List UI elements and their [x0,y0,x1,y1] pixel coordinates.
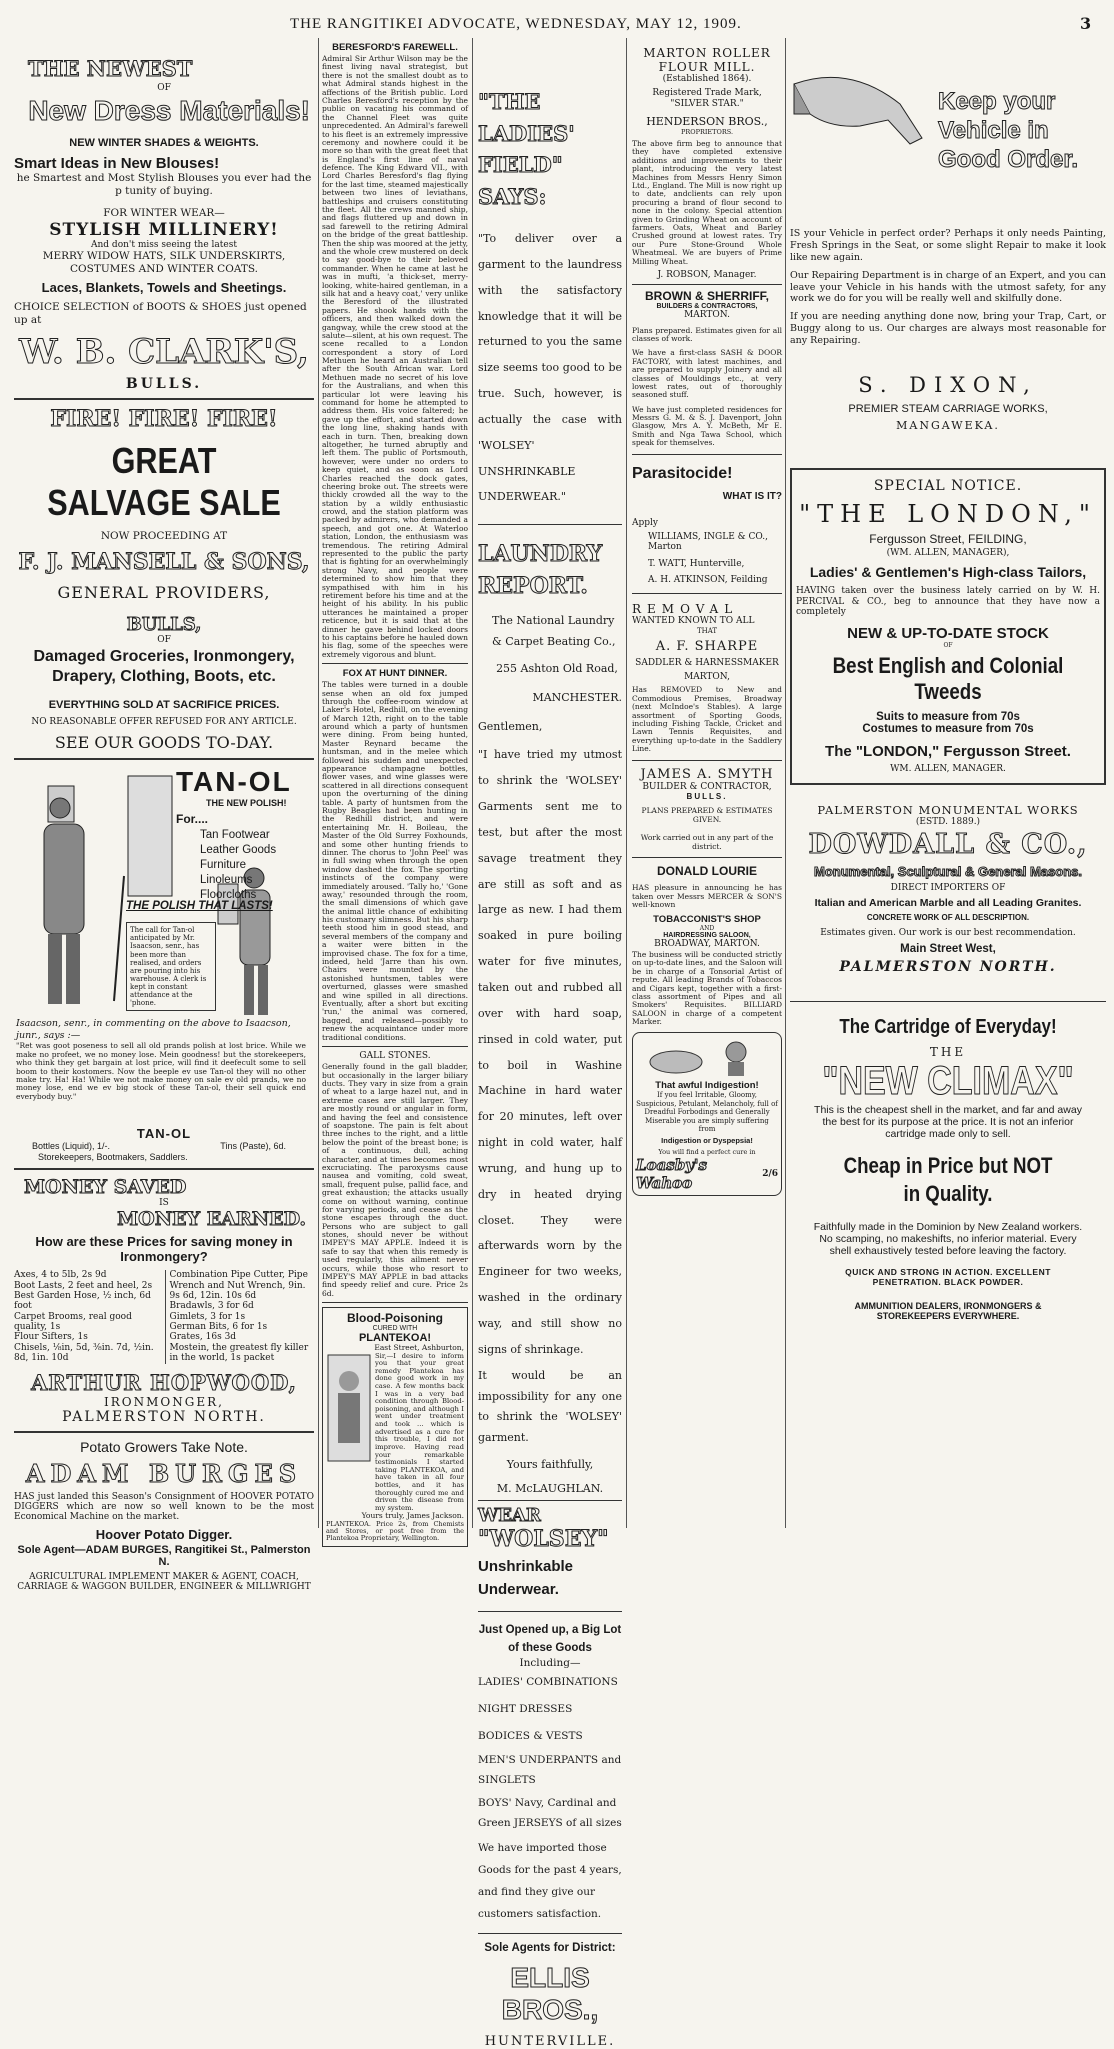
hopwood-name: ARTHUR HOPWOOD, [31,1369,297,1395]
wear-sole: Sole Agents for District: [484,1942,616,1955]
brown-text3: We have just completed residences for Messrs G. M. & S. J. Davenport, John Glasgow, Mrs A. Y. McBeth, Mr E. Smith and Nga Tawa School, which speak for themselves. [632,404,782,448]
clark-advert [14,56,314,392]
smyth-trade: BUILDER & CONTRACTOR, [642,781,772,792]
hopwood-earned: MONEY EARNED. [117,1208,306,1231]
dowdall-street: Main Street West, [900,942,996,955]
london-advert [790,468,1106,785]
mansell-everything: EVERYTHING SOLD AT SACRIFICE PRICES. [48,699,280,712]
dowdall-masons: Monumental, Sculptural & General Masons. [814,863,1082,879]
clark-town: BULLS. [125,375,203,392]
london-of: OF [943,642,953,650]
wear-item: BOYS' Navy, Cardinal and Green JERSEYS of all sizes [478,1797,622,1830]
clark-materials: New Dress Materials! [28,95,310,127]
lourie-body: The business will be conducted strictly on up-to-date lines, and the Saloon will be in charge of a Tonsorial Artist of repute. All leading Brands of Tobaccos and Cigars kept, together with a first-class assortment of Pipes and all Smokers' Requisites. BILLIARD SALOON in charge of a competent Marker. [632,949,782,1027]
wear-opened: Just Opened up, a Big Lot of these Goods [478,1624,622,1654]
price-item: Best Garden Hose, ½ inch, 6d foot [14,1291,151,1312]
burges-advert [14,1439,314,1593]
mill-prop: PROPRIETORS. [680,128,734,137]
divider [322,663,468,664]
dowdall-marble: Italian and American Marble and all Leading Granites. [814,897,1082,910]
mansell-goods: Damaged Groceries, Ironmongery, Drapery, Clothing, Boots, etc. [33,648,295,686]
lourie-name: DONALD LOURIE [657,864,757,879]
column-2 [322,38,468,1543]
mansell-bulls: BULLS, [126,613,202,635]
brown-trade: BUILDERS & CONTRACTORS, [656,303,758,311]
divider [322,1046,468,1047]
lourie-text: HAS pleasure in announcing he has taken over Messrs MERCER & SON'S well-known [632,883,782,910]
hopwood-right [165,1270,315,1363]
smyth-work: Work carried out in any part of the district. [640,833,774,851]
wear-including: Including— [519,1656,581,1669]
fox-text: The tables were turned in a double sense when an old fox jumped through the coffee-room window at Laker's Hotel, Redhill, on the evening of March 12th, right on to the table around which a party of huntsmen were dining. From being hunted, Master Reynard became the huntsman, and in the melee which followed his sudden and unexpected appearance champagne bottles, flower vases, and wine glasses were scattered in all directions consequent upon the overturning of the dining table. A party of huntsmen from the Rugby Beagles had been hunting in the Redhill district, and were entertaining Mr. H. Boileau, the Master of the Old Surrey Foxhounds, and some other hunting friends to dinner. The chorus to 'John Peel' was in full swing when through the open window dashed the fox. The sporting instincts of the company were immediately aroused. 'Tally ho,' 'Gone away,' resounded through the room, the small dimensions of which gave the animal little chance of exhibiting his customary slimness. But his sharp teeth stood him in good stead, and several members of the company and a waiter were bitten in the improvised chase. The fox for a time, indeed, held 'Jarre than his own. Chairs were mounted by the astonished huntsmen, tables were overturned, glasses were smashed and wine spilled in all directions. Eventually, after a short but exciting 'run,' the animal was cornered, bagged, and released—possibly to renew the acquaintance under more traditional conditions. [322,680,468,1042]
hopwood-prices [14,1270,314,1363]
burges-footer: AGRICULTURAL IMPLEMENT MAKER & AGENT, COACH, CARRIAGE & WAGGON BUILDER, ENGINEER & MILLWRIGHT [17,1571,311,1592]
lourie-street: BROADWAY, MARTON. [654,938,760,949]
tanol-brand-footer: TAN-OL [136,1126,192,1142]
wahoo-brand: Loasby's Wahoo [636,1156,707,1193]
dowdall-town: PALMERSTON NORTH. [839,958,1057,975]
london-name: "THE LONDON," [799,499,1097,528]
divider [632,454,782,455]
parasitocide-apply: Apply [632,517,658,528]
plantekoa-text: Sir,—I desire to inform you that your great remedy Plantekoa has done good work in my case. A few months back I was in a very bad condition through Blood-poisoning, and although I went under treatment and took ... which is advertised as a cure for this trouble, I did not improve. Having read your remarkable testimonials I started taking PLANTEKOA, and have taken in all four bottles, and it has thoroughly cured me and driven the disease from my system. [375,1351,464,1512]
sharpe-removal: REMOVAL [632,602,739,617]
laundry-signed: M. McLAUGHLAN. [496,1482,604,1496]
tanol-quote: "Ret was goot poseness to sell all old prands polish at lost brice. While we make no profeet, we no money lose. Mein goodness! but the storekeepers, who think they get bargain at lost price, will find it deefecult some to sell boom to their kostomers. Now the beeple ev use Tan-ol they will no other make try. Ha! Ha! While we not make money on sale ev old prands, we no money lose, end we ev big stock of these Tan-ol, their sell quick end everybody buy." [16,1041,306,1101]
wahoo-ind: Indigestion or Dyspepsia! [661,1136,753,1146]
divider [478,1500,622,1501]
wear-item: MEN'S UNDERPANTS and SINGLETS [478,1754,622,1787]
london-tweeds: Best English and Colonial Tweeds [832,653,1064,705]
tanol-use: Tan Footwear [200,829,270,842]
page-number: 3 [1080,14,1092,33]
clark-merry: MERRY WIDOW HATS, SILK UNDERSKIRTS, COSTUMES AND WINTER COATS. [42,250,286,276]
ellis-name: ELLIS BROS., [501,1962,599,2026]
parasitocide-agent: A. H. ATKINSON, Feilding [648,575,768,586]
divider [632,284,782,285]
sharpe-text: Has REMOVED to New and Commodious Premises, Broadway (next McIndoe's Stables). A large assortment of Sporting Goods, including Fishing Tackle, Cricket and Lawn Tennis Requisites, and everything up-to-date in the Saddlery Line. [632,685,782,754]
divider [632,857,782,858]
masthead [0,0,1114,36]
wahoo-brand-row [636,1156,778,1192]
tanol-brand: TAN-OL [176,766,292,798]
tanol-bottles: Bottles (Liquid), 1/-. [32,1141,111,1152]
clark-headline: THE NEWEST [28,56,193,81]
mansell-name: F. J. MANSELL & SONS, [18,548,310,575]
laundry-text: "I have tried my utmost to shrink the 'WOLSEY' Garments sent me to test, but after the most savage treatment they are still as soft and as large as new. I had them soaked in pure boiling water for five minutes, taken out and rubbed all over with hard soap, rinsed in cold water, put to boil in Washine Machine in hard water for 20 minutes, left over night in cold water, half wrung, and hung up to dry in heated drying closet. They were afterwards worn by the Engineer for two weeks, washed in the ordinary way, and still show no signs of shrinkage. [478,748,622,1356]
wear-unshrinkable: Unshrinkable Underwear. [478,1558,574,1598]
hopwood-saved: MONEY SAVED [24,1176,187,1199]
sharpe-that: THAT [696,626,718,635]
laundry-letter [478,611,622,710]
climax-the: THE [929,1044,967,1059]
mill-manager: J. ROBSON, Manager. [657,269,757,280]
tanol-use: Leather Goods [200,844,277,857]
burges-text: HAS just landed this Season's Consignment of HOOVER POTATO DIGGERS which are now so well known to be the most Economical Machine on the market. [14,1491,314,1523]
dixon-header [790,38,1106,228]
plantekoa-place: East Street, Ashburton, [374,1343,464,1353]
mansell-sale: GREAT SALVAGE SALE [47,439,281,523]
ellis-town: HUNTERVILLE. [484,2034,616,2049]
price-item: Mostein, the greatest fly killer in the world, 1s packet [169,1342,309,1364]
brown-text1: Plans prepared. Estimates given for all classes of work. [632,325,782,343]
lourie-and: AND [699,924,715,932]
wahoo-illustration [636,1036,776,1076]
london-mgr2: WM. ALLEN, MANAGER. [890,764,1006,775]
price-item: Boot Lasts, 2 feet and heel, 2s [14,1280,153,1291]
london-stock: NEW & UP-TO-DATE STOCK [847,625,1049,643]
london-text: HAVING taken over the business lately carried on by W. H. PERCIVAL & CO., beg to announce that they have now a completely [796,586,1100,617]
tanol-advert [14,766,314,1126]
laundry-gentlemen: Gentlemen, [478,719,543,733]
clark-dont-miss: And don't miss seeing the latest [91,239,237,250]
tanol-sold: Storekeepers, Bootmakers, Saddlers. [38,1151,188,1162]
column-5 [790,38,1106,1528]
tanol-for: For.... [176,812,209,827]
plantekoa-cured: CURED WITH [372,1325,418,1333]
burges-heading: Potato Growers Take Note. [80,1438,248,1455]
price-item: Grates, 16s 3d [169,1332,237,1343]
wahoo-price: 2/6 [762,1169,778,1180]
divider [14,758,314,760]
clark-millinery: STYLISH MILLINERY! [49,219,279,240]
climax-cartridge: The Cartridge of Everyday! [839,1015,1057,1038]
burges-agent: Sole Agent—ADAM BURGES, Rangitikei St., Palmerston N. [17,1543,311,1568]
tanol-use: Linoleums [200,874,253,887]
price-item: Flour Sifters, 1s [14,1332,88,1343]
hopwood-trade: IRONMONGER, [104,1394,224,1409]
london-costumes: Costumes to measure from 70s [862,723,1034,736]
dowdall-importers: DIRECT IMPORTERS OF [890,882,1006,893]
climax-advert [790,1016,1106,1321]
column-1 [14,38,314,1592]
mansell-advert [14,406,314,753]
mill-text: The above firm beg to announce that they have completed extensive additions and improvements to their plant, introducing the very latest Machines from Messrs Henry Simon Ltd., England. The Mill is now right up to date, andclients can rely upon procuring a brand of flour second to none in the colony. Special attention given to Grinding Wheat on account of farmers. Oats, Wheat and Barley Crushed ground at lowest rates. Try our Pure Stone-Ground Whole Wheatmeal. We are buyers of Prime Milling Wheat. [632,139,782,266]
laundry-city: MANCHESTER. [532,690,622,704]
tanol-uses [200,828,312,903]
tanol-tins: Tins (Paste), 6d. [220,1141,286,1152]
dixon-keep: Keep your Vehicle in Good Order. [938,88,1079,173]
brown-town: MARTON. [684,310,730,321]
fox-heading: FOX AT HUNT DINNER. [342,668,448,680]
ladies-heading: "THE LADIES' FIELD" SAYS: [478,89,575,209]
parasitocide-what: WHAT IS IT? [722,490,782,502]
plantekoa-body [326,1353,464,1513]
climax-made: Faithfully made in the Dominion by New Zealand workers. No scamping, no makeshifts, no inferior material. Every shell exhaustively tested before leaving the factory. [813,1220,1083,1257]
clark-name: W. B. CLARK'S, [19,331,309,372]
lourie-shop: TOBACCONIST'S SHOP [653,913,761,925]
wahoo-awful: That awful Indigestion! [655,1080,759,1092]
tanol-use: Furniture [200,859,247,872]
laundry-impossible: It would be an impossibility for any one to shrink the 'WOLSEY' garment. [478,1368,622,1445]
column-rule [785,38,786,1528]
sharpe-wanted: WANTED KNOWN TO ALL [632,616,755,627]
mansell-fire: FIRE! FIRE! FIRE! [50,405,278,432]
dixon-text3: If you are needing anything done now, bring your Trap, Cart, or Buggy along to us. Our charges are always most reasonable for any Repairing. [790,311,1106,346]
climax-cheap: Cheap in Price but NOT in Quality. [843,1152,1053,1207]
price-item: German Bits, 6 for 1s [169,1322,268,1333]
ladies-quote [478,226,622,510]
mill-name: MARTON ROLLER FLOUR MILL. [643,46,771,74]
dixon-works: PREMIER STEAM CARRIAGE WORKS, [848,402,1048,415]
mansell-of: OF [157,634,171,645]
smyth-name: JAMES A. SMYTH [640,766,774,782]
climax-dealers: AMMUNITION DEALERS, IRONMONGERS & STOREKEEPERS EVERYWHERE. [854,1300,1042,1321]
tanol-box: The call for Tan-ol anticipated by Mr. Isaacson, senr., has been more than realised, and orders are pouring into his warehouse. A clerk is kept in constant attendance at the 'phone. [126,922,216,1010]
mansell-no-offer: NO REASONABLE OFFER REFUSED FOR ANY ARTICLE. [31,717,297,728]
wahoo-text: If you feel Irritable, Gloomy, Suspicious, Petulant, Melancholy, full of Dreadful Forbodings and Generally Miserable you are simply suffering from [636,1091,778,1134]
divider [478,1611,622,1612]
brown-name: BROWN & SHERRIFF, [645,289,769,304]
laundry-address: 255 Ashton Old Road, [496,661,618,675]
laundry-heading: LAUNDRY REPORT. [478,541,603,600]
tanol-prices [14,1141,314,1151]
column-4 [632,38,782,1528]
wear-item: NIGHT DRESSES [478,1703,573,1716]
mansell-general: GENERAL PROVIDERS, [57,582,271,602]
hopwood-advert [14,1176,314,1424]
wear-item: BODICES & VESTS [478,1730,583,1743]
london-manager: (WM. ALLEN, MANAGER), [886,547,1010,558]
divider [14,1168,314,1170]
clark-choice: CHOICE SELECTION of BOOTS & SHOES just opened up at [14,301,307,327]
page-title: THE RANGITIKEI ADVOCATE, WEDNESDAY, MAY 12, 1909. [290,16,742,32]
plantekoa-footer: PLANTEKOA. Price 2s, from Chemists and Stores, or post free from the Plantekoa Proprietary, Wellington. [326,1519,464,1543]
price-item: Bradawls, 3 for 6d [169,1301,254,1312]
tanol-polish: THE NEW POLISH! [206,798,287,809]
smyth-town: BULLS. [686,791,728,801]
price-item: Axes, 4 to 5lb, 2s 9d [14,1270,107,1281]
dowdall-est: (ESTD. 1889.) [915,816,981,827]
london-suits: Suits to measure from 70s [876,711,1020,724]
beresford-heading: BERESFORD'S FAREWELL. [332,42,458,53]
london-street: Fergusson Street, FEILDING, [869,531,1027,546]
divider [14,1431,314,1433]
mansell-see: SEE OUR GOODS TO-DAY. [54,733,274,753]
parasitocide-agent: WILLIAMS, INGLE & CO., Marton [648,532,768,553]
wahoo-cure: You will find a perfect cure in [658,1148,756,1157]
parasitocide-agent: T. WATT, Hunterville, [648,558,745,569]
lourie-saloon: HAIRDRESSING SALOON, [663,931,751,939]
dowdall-estimates: Estimates given. Our work is our best recommendation. [820,928,1076,939]
divider [632,760,782,761]
price-item: Gimlets, 3 for 1s [169,1311,246,1322]
hopwood-town: PALMERSTON NORTH. [62,1408,266,1425]
plantekoa-brand: PLANTEKOA! [358,1332,432,1345]
london-footer: The "LONDON," Fergusson Street. [825,743,1071,761]
divider [478,524,622,525]
dixon-text2: Our Repairing Department is in charge of an Expert, and you can leave your Vehicle in his hands with the utmost safety, for any work we do for you will be really well and skilfully done. [790,269,1106,305]
london-tailors: Ladies' & Gentlemen's High-class Tailors, [809,564,1087,581]
dixon-text1: IS your Vehicle in perfect order? Perhaps it only needs Painting, Fresh Springs in the Seat, or some slight Repair to make it look like new again. [790,228,1106,263]
plantekoa-advert [322,1307,468,1546]
column-rule [472,38,473,1528]
column-3 [478,38,622,2049]
column-rule [318,38,319,1528]
hopwood-question: How are these Prices for saving money in Ironmongery? [35,1234,293,1265]
climax-text: This is the cheapest shell in the market, and far and away the best for its purpose at the price. It is not an inferior cartridge made only to sell. [814,1103,1082,1140]
divider [322,1302,468,1303]
wear-wolsey: "WOLSEY" [478,1526,609,1553]
wear-wear: WEAR [478,1505,541,1527]
gall-heading: GALL STONES. [359,1050,431,1061]
ladies-text: "To deliver over a garment to the laundress with the satisfactory knowledge that it will be returned to you the same size seems too good to be true. Such, however, is actually the case with 'WOLSEY' UNSHRINKABLE UNDERWEAR." [478,232,622,504]
mansell-proceeding: NOW PROCEEDING AT [100,529,228,542]
burges-digger: Hoover Potato Digger. [95,1526,233,1542]
sharpe-trade: SADDLER & HARNESSMAKER [635,657,779,668]
mill-est: (Established 1864). [662,74,752,84]
price-item: Carpet Brooms, real good quality, 1s [14,1311,132,1333]
clark-smart: Smart Ideas in New Blouses! [14,155,220,173]
climax-quick: QUICK AND STRONG IN ACTION. EXCELLENT PENETRATION. BLACK POWDER. [845,1266,1051,1287]
hopwood-left [14,1270,159,1363]
column-rule [626,38,627,1528]
tanol-caption: Isaacson, senr., in commenting on the above to Isaacson, junr., says :— [16,1018,291,1042]
divider [632,593,782,594]
pointing-hand-icon [790,44,940,194]
dixon-town: MANGAWEKA. [896,418,1000,432]
price-item: Combination Pipe Cutter, Pipe Wrench and Nut Wrench, 9in. 9s 6d, 12in. 10s 6d [169,1270,308,1302]
dowdall-concrete: CONCRETE WORK OF ALL DESCRIPTION. [866,913,1030,923]
mill-owners: HENDERSON BROS., [646,115,768,129]
clark-smart-text: he Smartest and Most Stylish Blouses you ever had the p tunity of buying. [16,172,312,198]
wear-item: LADIES' COMBINATIONS [478,1676,618,1689]
dixon-name: S. DIXON, [858,372,1038,397]
divider [478,1933,622,1934]
tanol-lasts: THE POLISH THAT LASTS! [126,900,273,913]
dowdall-name: DOWDALL & CO., [808,828,1088,860]
plantekoa-heading: Blood-Poisoning [347,1311,443,1326]
wahoo-advert [632,1032,782,1196]
london-special: SPECIAL NOTICE. [873,477,1023,494]
tanol-use: Floorcloths [200,889,257,902]
parasitocide-name: Parasitocide! [632,464,733,482]
burges-name: ADAM BURGES [25,1458,303,1488]
sharpe-name: A. F. SHARPE [655,638,759,654]
dowdall-advert [790,803,1106,975]
climax-name: "NEW CLIMAX" [822,1058,1074,1103]
plantekoa-signed: Yours truly, James Jackson. [361,1511,464,1521]
laundry-from: The National Laundry & Carpet Beating Co., [492,614,616,648]
clark-shades: NEW WINTER SHADES & WEIGHTS. [69,137,259,150]
beresford-text: Admiral Sir Arthur Wilson may be the finest living naval strategist, but there is not the smallest doubt as to what Admiral stands highest in the affections of the British public. Lord Charles Beresford's reception by the public on vacating his command of the Channel Fleet was quite unprecedented. An Admiral's farewell to his fleet is an extremely impressive ceremony and nowhere could it be more so than with the great fleet that is England's first line of naval defence. The King Edward VII., with Lord Charles Beresford's flag flying for the last time, steamed majestically between two lines of leviathans, battleships and cruisers constituting the fleet. All the crews manned ship, and flags fluttered up and down in sad farewell to the retiring Admiral on the bridge of the great battleship. Then the ship was moored at the jetty, and the whole crew mustered on deck to say good-bye to their beloved commander. When he came at last he was in mufti, 'a thick-set, merry-looking, white-haired gentleman, in a silk hat and a heavy coat,' very unlike the Beresford of the illustrated papers. He shook hands with the officers, and then walked down the gangway, while the crew stood at the salute—silent, at his own request. The scene recalled to a London correspondent a story of Lord Methuen he heard an Australian tell after the South African war. Lord Methuen made no secret of his love for the Australians, and when this particular lot were leaving his command for home he attempted to address them. His voice faltered; he gave up the effort, and started down the long line, shaking hands with each in turn. Then, breaking down altogether, he turned abruptly and left them. The public of Portsmouth, however, were under no orders to keep quiet, and as soon as Lord Charles reached the dock gates, cheering broke out. The streets were thickly crowded all the way to the station by a wildly enthusiastic crowd, and the station platform was packed by admirers, who demanded a speech, and got one. At Waterloo station, London, the enthusiasm was tremendous. The retiring Admiral represented to the public the party that is fighting for an overwhelmingly strong Navy, and people were determined to show him that they sympathised with him in his retirement before his time and at the height of his ability. In his public utterances he maintained a proper reticence, but it is said that at the dinner he gave behind locked doors to his captains before he hauled down his flag, some of the speeches were extremely vigorous and blunt. [322,54,468,659]
laundry-body [478,714,622,1497]
laundry-yours: Yours faithfully, [506,1458,594,1472]
sharpe-town: MARTON, [684,672,730,683]
hopwood-is: IS [159,1198,169,1209]
gall-text: Generally found in the gall bladder, but occasionally in the larger biliary ducts. They vary in size from a grain of wheat to a large hazel nut, and in extreme cases are still larger. They are mostly round or angular in form, and having the feel and consistence of soapstone. The pain is felt about three inches to the right, and a little below the point of the breast bone; is of a continuous, dull, aching character, and at times becomes most excruciating. The paroxysms cause nausea and vomiting, cold sweat, small, frequent pulse, pallid face, and great exhaustion; the attacks usually come on without warning, continue for varying periods, and cease as the stone escapes through the duct. Persons who are subject to gall stones, should never be without IMPEY'S MAY APPLE. Indeed it is safe to say that when this remedy is used regularly, this ailment never occurs, while those who resort to IMPEY'S MAY APPLE in bad attacks find speedy relief and cure. Price 2s 6d. [322,1062,468,1298]
wear-items [478,1670,622,1925]
brown-text2: We have a first-class SASH & DOOR FACTORY, with latest machines, and are prepared to supply Joinery and all classes of Mouldings etc., at very lowest rates, out of thoroughly seasoned stuff. [632,348,782,400]
clark-laces: Laces, Blankets, Towels and Sheetings. [41,280,287,296]
dowdall-works: PALMERSTON MONUMENTAL WORKS [817,802,1079,817]
smyth-plans: PLANS PREPARED & ESTIMATES GIVEN. [641,805,773,824]
mill-trademark: Registered Trade Mark, "SILVER STAR." [652,88,762,109]
divider [790,1001,1106,1002]
clark-of: OF [157,83,171,93]
wear-years: We have imported those Goods for the past 4 years, and find they give our customers satisfaction. [478,1842,622,1921]
patient-illustration [326,1353,372,1463]
divider [14,398,314,400]
price-item: Chisels, ⅛in, 5d, ⅜in. 7d, ½in. 8d, 1in. 10d [14,1342,154,1364]
clark-for-winter: FOR WINTER WEAR— [103,206,225,219]
